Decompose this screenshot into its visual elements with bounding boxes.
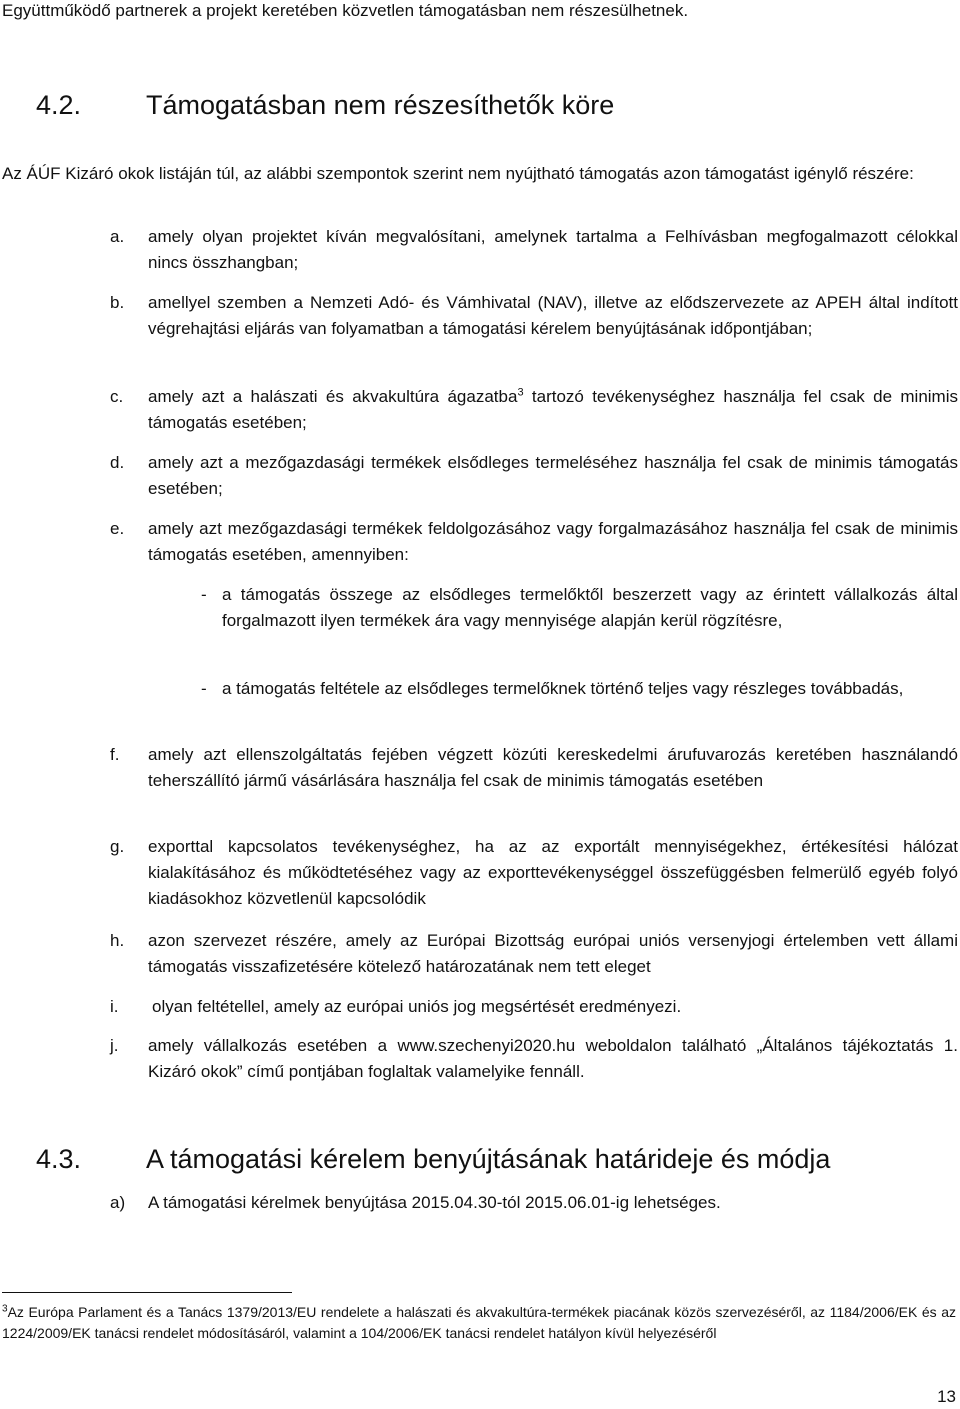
intro-paragraph: Az ÁÚF Kizáró okok listáján túl, az alábbi szempontok szerint nem nyújtható támogatás azon támogatást igénylő részére:	[2, 164, 914, 183]
list-item-text: amely azt mezőgazdasági termékek feldolgozásához vagy forgalmazásához használja fel csak de minimis támogatás esetében, amennyiben:	[148, 519, 958, 564]
footnote-number: 3	[2, 1303, 8, 1315]
list-item-text: amely azt a mezőgazdasági termékek elsődleges termeléséhez használja fel csak de minimis támogatás esetében;	[148, 453, 958, 498]
footnote	[2, 1302, 956, 1344]
section-title: Támogatásban nem részesíthetők köre	[146, 90, 615, 120]
list-item-text: amellyel szemben a Nemzeti Adó- és Vámhivatal (NAV), illetve az elődszervezete az APEH által indított végrehajtási eljárás van folyamatban a támogatási kérelem benyújtásának időpontjában;	[148, 293, 958, 338]
list-item-label: b.	[110, 293, 125, 312]
list-item-label: f.	[110, 745, 120, 764]
list-item-label: e.	[110, 519, 125, 538]
section-number: 4.2.	[36, 90, 82, 120]
list-item-text: amely olyan projektet kíván megvalósítani, amelynek tartalma a Felhívásban megfogalmazott célokkal nincs összhangban;	[148, 227, 958, 272]
sub-item-dash: -	[201, 585, 207, 604]
list-item-label: a.	[110, 227, 125, 246]
sub-item-text: a támogatás feltétele az elsődleges termelőknek történő teljes vagy részleges továbbadás,	[222, 679, 904, 698]
list-item-text-before: amely azt a halászati és akvakultúra ágazatba	[148, 387, 518, 406]
page-number: 13	[937, 1387, 956, 1406]
sub-item-dash: -	[201, 679, 207, 698]
sub-item-text: a támogatás összege az elsődleges termelőktől beszerzett vagy az érintett vállalkozás által forgalmazott ilyen termékek ára vagy mennyisége alapján kerül rögzítésre,	[222, 585, 958, 630]
list-item-label: a)	[110, 1193, 126, 1212]
list-item-text: olyan feltétellel, amely az európai uniós jog megsértését eredményezi.	[152, 997, 682, 1016]
list-item-label: d.	[110, 453, 125, 472]
list-item-text: amely azt ellenszolgáltatás fejében végzett közúti kereskedelmi árufuvarozás keretében használandó teherszállító jármű vásárlására használja fel csak de minimis támogatás esetében	[148, 745, 958, 790]
list-item-label: i.	[110, 997, 119, 1016]
footnote-divider	[2, 1292, 292, 1293]
section-title: A támogatási kérelem benyújtásának határideje és módja	[146, 1144, 831, 1174]
list-item-label: c.	[110, 387, 124, 406]
footnote-text: Az Európa Parlament és a Tanács 1379/2013/EU rendelete a halászati és akvakultúra-termékek piacának közös szervezéséről, az 1184/2006/EK és az 1224/2009/EK tanácsi rendelet módosításáról, valamint a 104/2006/EK tanácsi rendelet hatályon kívül helyezéséről	[2, 1304, 956, 1341]
list-item-text: azon szervezet részére, amely az Európai Bizottság európai uniós versenyjogi értelemben vett állami támogatás visszafizetésére kötelező határozatának nem tett eleget	[148, 931, 958, 976]
list-item-text: amely vállalkozás esetében a www.szechenyi2020.hu weboldalon található „Általános tájékoztatás 1. Kizáró okok” című pontjában foglaltak valamelyike fennáll.	[148, 1036, 958, 1081]
list-item-text: A támogatási kérelmek benyújtása 2015.04.30-tól 2015.06.01-ig lehetséges.	[148, 1193, 721, 1212]
list-item-text: exporttal kapcsolatos tevékenységhez, ha az az exportált mennyiségekhez, értékesítési hálózat kialakításához és működtetéséhez vagy az exporttevékenységgel összefüggésben felmerülő egyéb folyó kiadásokhoz közvetlenül kapcsolódik	[148, 837, 958, 908]
header-line: Együttműködő partnerek a projekt keretében közvetlen támogatásban nem részesülhetnek.	[2, 1, 689, 20]
list-item-label: j.	[110, 1036, 119, 1055]
section-number: 4.3.	[36, 1144, 82, 1174]
list-item-label: h.	[110, 931, 125, 950]
footnote-ref: 3	[517, 386, 524, 399]
list-item-label: g.	[110, 837, 125, 856]
list-item-text-after: tartozó tevékenységhez használja fel csak de minimis támogatás esetében;	[148, 387, 958, 432]
list-item-text	[148, 384, 958, 436]
